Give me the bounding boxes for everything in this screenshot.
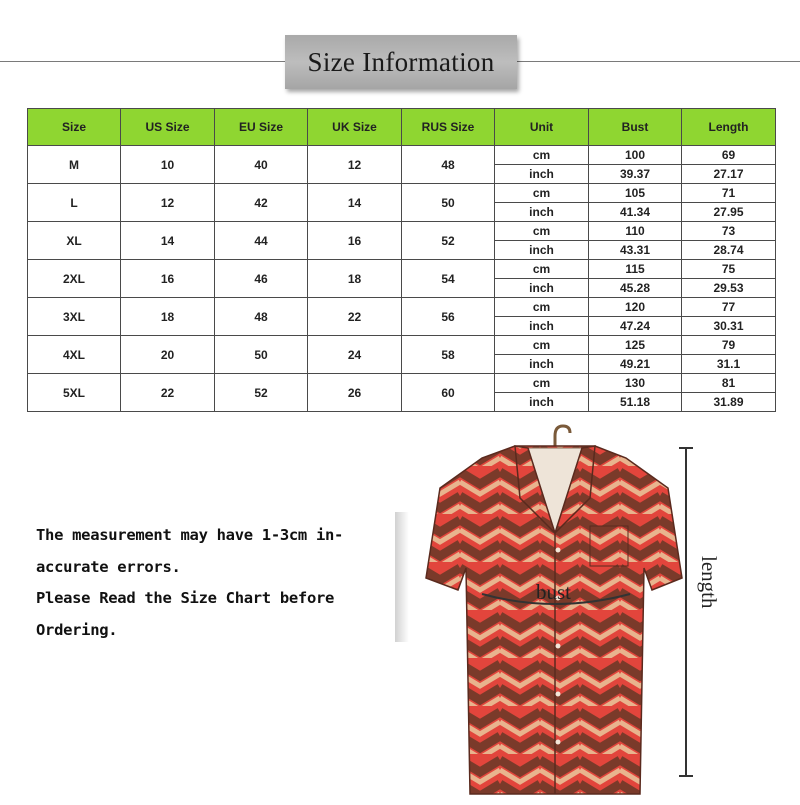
cell-length: 71 xyxy=(682,184,776,203)
page-title: Size Information xyxy=(285,35,517,89)
cell-rus-size: 58 xyxy=(402,336,495,374)
note-line: Please Read the Size Chart before xyxy=(36,589,335,607)
cell-size: 3XL xyxy=(28,298,121,336)
cell-unit: cm xyxy=(495,336,589,355)
cell-bust: 120 xyxy=(589,298,682,317)
table-row xyxy=(28,374,776,393)
cell-bust: 130 xyxy=(589,374,682,393)
cell-eu-size: 50 xyxy=(215,336,308,374)
cell-unit: inch xyxy=(495,317,589,336)
cell-eu-size: 48 xyxy=(215,298,308,336)
header-eu-size: EU Size xyxy=(215,109,308,146)
cell-rus-size: 48 xyxy=(402,146,495,184)
cell-unit: cm xyxy=(495,298,589,317)
cell-unit: inch xyxy=(495,279,589,298)
cell-eu-size: 52 xyxy=(215,374,308,412)
table-row xyxy=(28,260,776,279)
cell-uk-size: 24 xyxy=(308,336,402,374)
cell-length: 30.31 xyxy=(682,317,776,336)
cell-us-size: 16 xyxy=(121,260,215,298)
cell-bust: 100 xyxy=(589,146,682,165)
note-line: accurate errors. xyxy=(36,557,181,576)
button-icon xyxy=(556,740,561,745)
cell-bust: 115 xyxy=(589,260,682,279)
cell-bust: 110 xyxy=(589,222,682,241)
cell-us-size: 22 xyxy=(121,374,215,412)
note-line: Ordering. xyxy=(36,620,118,639)
cell-unit: cm xyxy=(495,184,589,203)
button-icon xyxy=(556,644,561,649)
table-body xyxy=(28,146,776,412)
cell-eu-size: 40 xyxy=(215,146,308,184)
cell-unit: cm xyxy=(495,374,589,393)
cell-us-size: 14 xyxy=(121,222,215,260)
cell-unit: inch xyxy=(495,393,589,412)
length-label-svg xyxy=(690,540,730,650)
header-length: Length xyxy=(682,109,776,146)
header-us-size: US Size xyxy=(121,109,215,146)
cell-us-size: 12 xyxy=(121,184,215,222)
header-uk-size: UK Size xyxy=(308,109,402,146)
cell-length: 75 xyxy=(682,260,776,279)
cell-length: 27.17 xyxy=(682,165,776,184)
cell-bust: 51.18 xyxy=(589,393,682,412)
cell-rus-size: 50 xyxy=(402,184,495,222)
shirt-svg xyxy=(420,418,695,800)
cell-unit: cm xyxy=(495,146,589,165)
cell-size: L xyxy=(28,184,121,222)
cell-bust: 49.21 xyxy=(589,355,682,374)
table-row xyxy=(28,336,776,355)
table-row xyxy=(28,184,776,203)
cell-uk-size: 16 xyxy=(308,222,402,260)
header-unit: Unit xyxy=(495,109,589,146)
button-icon xyxy=(556,692,561,697)
cell-eu-size: 46 xyxy=(215,260,308,298)
cell-unit: inch xyxy=(495,355,589,374)
cell-bust: 39.37 xyxy=(589,165,682,184)
cell-unit: cm xyxy=(495,260,589,279)
cell-uk-size: 18 xyxy=(308,260,402,298)
cell-eu-size: 42 xyxy=(215,184,308,222)
cell-length: 79 xyxy=(682,336,776,355)
cell-unit: inch xyxy=(495,203,589,222)
cell-bust: 41.34 xyxy=(589,203,682,222)
cell-rus-size: 52 xyxy=(402,222,495,260)
button-icon xyxy=(556,548,561,553)
cell-size: 2XL xyxy=(28,260,121,298)
note-shadow xyxy=(395,512,409,642)
table-header-row xyxy=(28,109,776,146)
cell-bust: 45.28 xyxy=(589,279,682,298)
cell-length: 69 xyxy=(682,146,776,165)
cell-rus-size: 60 xyxy=(402,374,495,412)
shirt-diagram xyxy=(420,418,695,800)
cell-rus-size: 56 xyxy=(402,298,495,336)
cell-unit: inch xyxy=(495,241,589,260)
table-row xyxy=(28,298,776,317)
cell-length: 31.1 xyxy=(682,355,776,374)
cell-size: 4XL xyxy=(28,336,121,374)
cell-uk-size: 26 xyxy=(308,374,402,412)
header-size: Size xyxy=(28,109,121,146)
cell-length: 29.53 xyxy=(682,279,776,298)
cell-uk-size: 14 xyxy=(308,184,402,222)
hanger-icon xyxy=(555,426,570,448)
header-rus-size: RUS Size xyxy=(402,109,495,146)
cell-length: 27.95 xyxy=(682,203,776,222)
cell-bust: 105 xyxy=(589,184,682,203)
length-label: length xyxy=(697,556,721,609)
cell-unit: inch xyxy=(495,165,589,184)
title-rule-left xyxy=(0,61,285,62)
cell-unit: cm xyxy=(495,222,589,241)
cell-bust: 125 xyxy=(589,336,682,355)
measurement-note xyxy=(36,520,396,646)
cell-bust: 47.24 xyxy=(589,317,682,336)
note-line: The measurement may have 1-3cm in- xyxy=(36,526,344,544)
size-table xyxy=(27,108,776,412)
table-row xyxy=(28,222,776,241)
cell-us-size: 10 xyxy=(121,146,215,184)
cell-bust: 43.31 xyxy=(589,241,682,260)
cell-us-size: 18 xyxy=(121,298,215,336)
cell-us-size: 20 xyxy=(121,336,215,374)
table-row xyxy=(28,146,776,165)
cell-size: 5XL xyxy=(28,374,121,412)
bust-label: bust xyxy=(536,580,572,604)
cell-uk-size: 22 xyxy=(308,298,402,336)
header-bust: Bust xyxy=(589,109,682,146)
cell-length: 77 xyxy=(682,298,776,317)
cell-length: 73 xyxy=(682,222,776,241)
cell-uk-size: 12 xyxy=(308,146,402,184)
cell-rus-size: 54 xyxy=(402,260,495,298)
cell-size: M xyxy=(28,146,121,184)
title-rule-right xyxy=(517,61,800,62)
cell-eu-size: 44 xyxy=(215,222,308,260)
cell-length: 31.89 xyxy=(682,393,776,412)
cell-length: 28.74 xyxy=(682,241,776,260)
cell-length: 81 xyxy=(682,374,776,393)
cell-size: XL xyxy=(28,222,121,260)
